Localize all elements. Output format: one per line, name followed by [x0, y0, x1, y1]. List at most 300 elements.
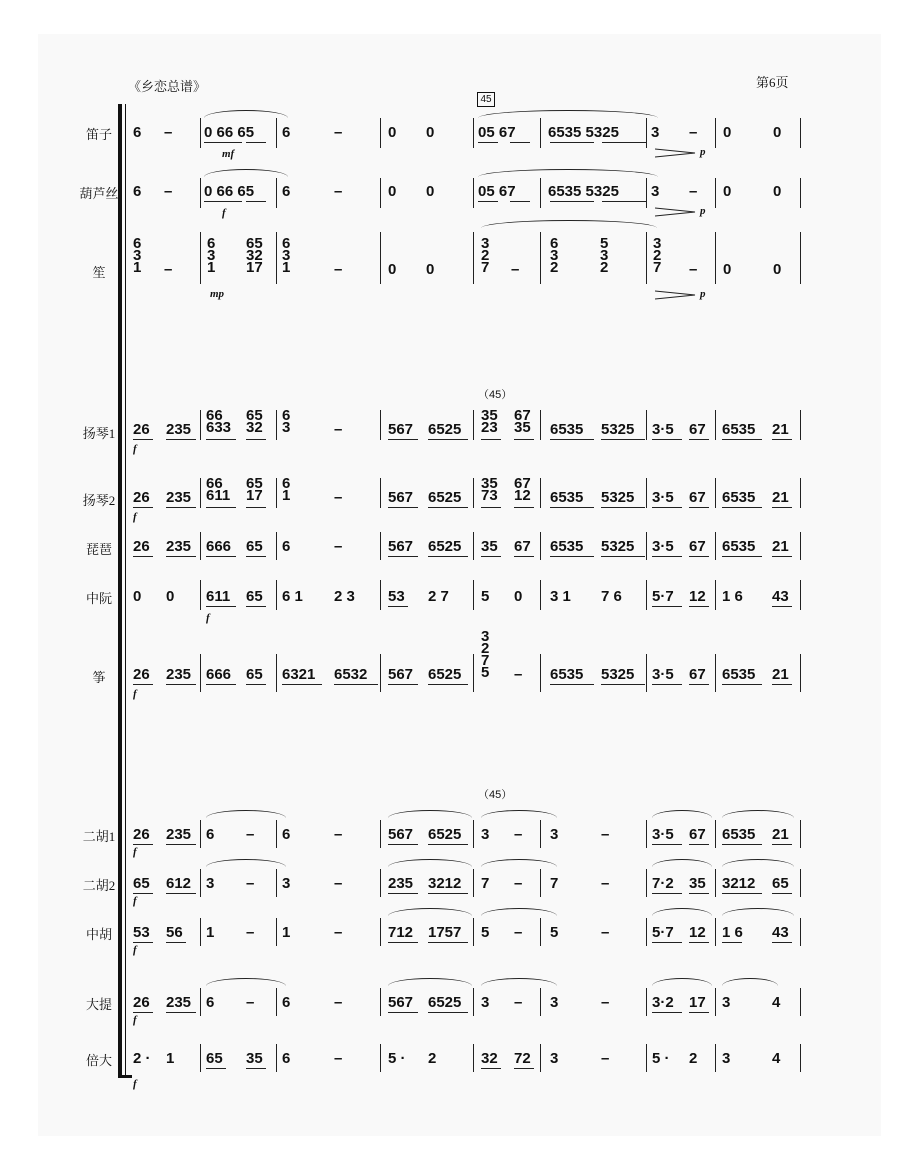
yangqin2-beam-6 — [481, 507, 501, 508]
zhonghu-barline-6 — [715, 918, 716, 946]
instrument-erhu1: 二胡1 — [82, 829, 116, 844]
zhonghu-barline-2 — [380, 918, 381, 946]
dizi-note-1: – — [164, 124, 173, 141]
dizi-barline-3 — [473, 118, 474, 148]
dati-barline-7 — [800, 988, 801, 1016]
zhongruan-beam-4 — [689, 606, 709, 607]
yangqin2-note-11: 5325 — [601, 489, 635, 506]
slur-0 — [204, 110, 288, 119]
yangqin2-barline-6 — [715, 478, 716, 508]
sheng-note-4: 6 3 1 — [282, 235, 291, 276]
yangqin1-beam-10 — [652, 439, 682, 440]
dynamic-11: f — [133, 895, 137, 907]
dati-note-4: 6 — [282, 994, 291, 1011]
erhu1-note-11: – — [601, 826, 610, 843]
yangqin2-note-14: 6535 — [722, 489, 756, 506]
zheng-barline-5 — [646, 654, 647, 692]
beida-note-8: 32 — [481, 1050, 498, 1067]
zheng-barline-3 — [473, 654, 474, 692]
erhu2-barline-5 — [646, 869, 647, 897]
erhu1-barline-6 — [715, 820, 716, 848]
zhongruan-note-3: 65 — [246, 588, 263, 605]
yangqin2-note-6: 567 — [388, 489, 414, 506]
rehearsal-mark-bowed: （45） — [478, 789, 513, 801]
slur-10 — [206, 859, 286, 868]
yangqin2-note-0: 26 — [133, 489, 150, 506]
beida-note-3: 35 — [246, 1050, 263, 1067]
dizi-note-2: 0 66 65 — [204, 124, 255, 141]
zhonghu-note-7: 1757 — [428, 924, 462, 941]
beida-note-2: 65 — [206, 1050, 223, 1067]
yangqin1-beam-11 — [689, 439, 709, 440]
sheng-note-13: – — [689, 261, 698, 278]
zhongruan-note-11: 7 6 — [601, 588, 622, 605]
hulusi-note-8: 6535 5325 — [548, 183, 619, 200]
dizi-note-12: 0 — [773, 124, 782, 141]
zheng-note-11: 5325 — [601, 666, 635, 683]
zheng-beam-1 — [166, 684, 196, 685]
dati-beam-1 — [166, 1012, 196, 1013]
zhongruan-barline-2 — [380, 580, 381, 610]
zheng-beam-3 — [246, 684, 266, 685]
dizi-note-6: 0 — [426, 124, 435, 141]
hulusi-barline-2 — [380, 178, 381, 208]
yangqin1-note-5: – — [334, 421, 343, 438]
erhu1-barline-7 — [800, 820, 801, 848]
zhongruan-note-10: 3 1 — [550, 588, 571, 605]
slur-17 — [652, 908, 712, 917]
sheng-note-15: 0 — [773, 261, 782, 278]
erhu1-note-7: 6525 — [428, 826, 462, 843]
beida-beam-1 — [246, 1068, 266, 1069]
slur-1 — [478, 110, 658, 119]
sheng-note-8: 3 2 7 — [481, 235, 490, 276]
pipa-note-7: 6525 — [428, 538, 462, 555]
pipa-note-9: 67 — [514, 538, 531, 555]
dynamic-1: f — [222, 207, 226, 219]
dynamic-9: f — [133, 688, 137, 700]
yangqin1-note-13: 67 — [689, 421, 706, 438]
zheng-beam-6 — [388, 684, 418, 685]
dizi-beam-4 — [550, 142, 594, 143]
erhu2-note-15: 65 — [772, 875, 789, 892]
zhonghu-note-2: 1 — [206, 924, 215, 941]
pipa-beam-9 — [601, 556, 645, 557]
zhonghu-beam-5 — [689, 942, 709, 943]
slur-16 — [481, 908, 557, 917]
dati-barline-2 — [380, 988, 381, 1016]
yangqin1-beam-3 — [246, 439, 266, 440]
yangqin2-beam-12 — [722, 507, 762, 508]
yangqin1-beam-2 — [206, 439, 236, 440]
instrument-dizi: 笛子 — [85, 127, 112, 142]
erhu2-beam-6 — [722, 893, 762, 894]
zheng-note-6: 567 — [388, 666, 414, 683]
sheng-note-10: 6 3 2 — [550, 235, 559, 276]
yangqin2-beam-4 — [388, 507, 418, 508]
yangqin1-barline-0 — [200, 410, 201, 440]
dati-note-15: 4 — [772, 994, 781, 1011]
hulusi-barline-0 — [200, 178, 201, 208]
hulusi-barline-3 — [473, 178, 474, 208]
hulusi-note-6: 0 — [426, 183, 435, 200]
erhu1-beam-0 — [133, 844, 153, 845]
yangqin2-note-1: 235 — [166, 489, 192, 506]
yangqin1-beam-9 — [601, 439, 645, 440]
decrescendo-hairpin-0 — [655, 148, 697, 158]
yangqin2-barline-4 — [540, 478, 541, 508]
slur-6 — [388, 810, 472, 819]
erhu2-barline-6 — [715, 869, 716, 897]
beida-barline-2 — [380, 1044, 381, 1072]
pipa-note-10: 6535 — [550, 538, 584, 555]
hulusi-barline-5 — [646, 178, 647, 208]
zheng-note-9: – — [514, 666, 523, 683]
yangqin2-note-15: 21 — [772, 489, 789, 506]
yangqin1-beam-0 — [133, 439, 153, 440]
beida-note-9: 72 — [514, 1050, 531, 1067]
dati-note-10: 3 — [550, 994, 559, 1011]
dizi-beam-3 — [510, 142, 530, 143]
yangqin1-note-7: 6525 — [428, 421, 462, 438]
dizi-note-11: 0 — [723, 124, 732, 141]
erhu1-note-9: – — [514, 826, 523, 843]
hulusi-barline-6 — [715, 178, 716, 208]
rehearsal-mark-strings: （45） — [478, 389, 513, 401]
zhonghu-note-12: 5·7 — [652, 924, 674, 941]
zheng-beam-11 — [689, 684, 709, 685]
dati-barline-3 — [473, 988, 474, 1016]
hulusi-barline-1 — [276, 178, 277, 208]
yangqin1-barline-7 — [800, 410, 801, 440]
yangqin1-note-14: 6535 — [722, 421, 756, 438]
zhongruan-barline-1 — [276, 580, 277, 610]
beida-barline-6 — [715, 1044, 716, 1072]
zheng-note-5: 6532 — [334, 666, 368, 683]
yangqin2-note-4: 6 1 — [282, 475, 291, 504]
decrescendo-hairpin-1 — [655, 207, 697, 217]
instrument-beida: 倍大 — [85, 1053, 112, 1068]
dizi-barline-6 — [715, 118, 716, 148]
sheng-note-9: – — [511, 261, 520, 278]
erhu1-note-5: – — [334, 826, 343, 843]
zheng-beam-9 — [601, 684, 645, 685]
sheng-note-0: 6 3 1 — [133, 235, 142, 276]
slur-18 — [722, 908, 794, 917]
zhongruan-barline-6 — [715, 580, 716, 610]
erhu1-beam-3 — [428, 844, 468, 845]
dizi-note-0: 6 — [133, 124, 142, 141]
erhu2-note-8: 7 — [481, 875, 490, 892]
zhonghu-barline-3 — [473, 918, 474, 946]
hulusi-barline-7 — [800, 178, 801, 208]
erhu2-note-10: 7 — [550, 875, 559, 892]
beida-barline-7 — [800, 1044, 801, 1072]
sheng-note-11: 5 3 2 — [600, 235, 609, 276]
sheng-barline-3 — [473, 232, 474, 284]
yangqin1-note-15: 21 — [772, 421, 789, 438]
slur-4 — [481, 220, 657, 229]
pipa-barline-2 — [380, 532, 381, 560]
yangqin2-barline-2 — [380, 478, 381, 508]
beida-barline-4 — [540, 1044, 541, 1072]
hulusi-note-3: 6 — [282, 183, 291, 200]
yangqin1-note-11: 5325 — [601, 421, 635, 438]
yangqin2-beam-0 — [133, 507, 153, 508]
yangqin1-beam-1 — [166, 439, 196, 440]
yangqin2-note-9: 67 12 — [514, 475, 531, 504]
sheng-note-3: 65 32 17 — [246, 235, 263, 276]
slur-12 — [481, 859, 557, 868]
erhu2-barline-2 — [380, 869, 381, 897]
yangqin1-barline-5 — [646, 410, 647, 440]
instrument-pipa: 琵琶 — [85, 542, 112, 557]
slur-22 — [652, 978, 712, 987]
yangqin2-barline-7 — [800, 478, 801, 508]
erhu2-beam-7 — [772, 893, 792, 894]
zhongruan-note-4: 6 1 — [282, 588, 303, 605]
pipa-note-13: 67 — [689, 538, 706, 555]
pipa-beam-7 — [514, 556, 534, 557]
zhongruan-note-6: 53 — [388, 588, 405, 605]
yangqin1-note-4: 6 3 — [282, 407, 291, 436]
zhonghu-beam-7 — [772, 942, 792, 943]
zhongruan-note-5: 2 3 — [334, 588, 355, 605]
pipa-barline-7 — [800, 532, 801, 560]
zhongruan-note-14: 1 6 — [722, 588, 743, 605]
dati-barline-6 — [715, 988, 716, 1016]
yangqin2-beam-13 — [772, 507, 792, 508]
erhu2-note-0: 65 — [133, 875, 150, 892]
dizi-barline-4 — [540, 118, 541, 148]
yangqin1-note-2: 66 633 — [206, 407, 232, 436]
zhongruan-note-8: 5 — [481, 588, 490, 605]
yangqin2-note-5: – — [334, 489, 343, 506]
zhongruan-barline-5 — [646, 580, 647, 610]
yangqin1-note-10: 6535 — [550, 421, 584, 438]
zheng-beam-10 — [652, 684, 682, 685]
hulusi-note-0: 6 — [133, 183, 142, 200]
dizi-beam-5 — [602, 142, 646, 143]
slur-7 — [481, 810, 557, 819]
beida-beam-2 — [481, 1068, 501, 1069]
zhongruan-barline-4 — [540, 580, 541, 610]
pipa-note-4: 6 — [282, 538, 291, 555]
beida-note-7: 2 — [428, 1050, 437, 1067]
instrument-dati: 大提 — [85, 997, 112, 1012]
erhu1-beam-4 — [652, 844, 682, 845]
erhu1-barline-3 — [473, 820, 474, 848]
pipa-beam-3 — [246, 556, 266, 557]
dati-note-8: 3 — [481, 994, 490, 1011]
pipa-note-5: – — [334, 538, 343, 555]
dizi-beam-0 — [204, 142, 242, 143]
yangqin1-beam-7 — [514, 439, 534, 440]
beida-note-1: 1 — [166, 1050, 175, 1067]
zheng-beam-7 — [428, 684, 468, 685]
zhongruan-note-0: 0 — [133, 588, 142, 605]
dati-barline-5 — [646, 988, 647, 1016]
zhonghu-beam-0 — [133, 942, 153, 943]
zheng-beam-0 — [133, 684, 153, 685]
dati-note-11: – — [601, 994, 610, 1011]
dati-note-0: 26 — [133, 994, 150, 1011]
beida-note-14: 3 — [722, 1050, 731, 1067]
dynamic-7: f — [133, 511, 137, 523]
erhu1-note-10: 3 — [550, 826, 559, 843]
erhu1-barline-2 — [380, 820, 381, 848]
dynamic-8: f — [206, 612, 210, 624]
beida-note-5: – — [334, 1050, 343, 1067]
pipa-barline-0 — [200, 532, 201, 560]
dati-note-6: 567 — [388, 994, 414, 1011]
zhonghu-beam-6 — [722, 942, 742, 943]
pipa-note-6: 567 — [388, 538, 414, 555]
zheng-beam-13 — [772, 684, 792, 685]
erhu2-note-12: 7·2 — [652, 875, 674, 892]
erhu2-note-11: – — [601, 875, 610, 892]
erhu2-note-4: 3 — [282, 875, 291, 892]
hulusi-beam-1 — [246, 201, 266, 202]
dati-note-2: 6 — [206, 994, 215, 1011]
sheng-note-12: 3 2 7 — [653, 235, 662, 276]
sheng-barline-6 — [715, 232, 716, 284]
slur-9 — [722, 810, 794, 819]
zhongruan-beam-2 — [388, 606, 408, 607]
zhongruan-note-7: 2 7 — [428, 588, 449, 605]
erhu2-note-13: 35 — [689, 875, 706, 892]
dati-note-12: 3·2 — [652, 994, 674, 1011]
instrument-yangqin2: 扬琴2 — [82, 493, 116, 508]
erhu1-note-1: 235 — [166, 826, 192, 843]
pipa-note-3: 65 — [246, 538, 263, 555]
zhonghu-barline-7 — [800, 918, 801, 946]
zheng-note-7: 6525 — [428, 666, 462, 683]
dizi-note-4: – — [334, 124, 343, 141]
zhongruan-barline-7 — [800, 580, 801, 610]
zheng-barline-4 — [540, 654, 541, 692]
yangqin1-note-9: 67 35 — [514, 407, 531, 436]
beida-note-15: 4 — [772, 1050, 781, 1067]
beida-note-13: 2 — [689, 1050, 698, 1067]
dati-barline-1 — [276, 988, 277, 1016]
yangqin2-note-10: 6535 — [550, 489, 584, 506]
beida-barline-5 — [646, 1044, 647, 1072]
zheng-note-14: 6535 — [722, 666, 756, 683]
zhonghu-barline-1 — [276, 918, 277, 946]
dynamic-2: mp — [210, 288, 225, 300]
dati-barline-0 — [200, 988, 201, 1016]
zheng-barline-1 — [276, 654, 277, 692]
zhonghu-note-4: 1 — [282, 924, 291, 941]
pipa-beam-0 — [133, 556, 153, 557]
yangqin1-note-12: 3·5 — [652, 421, 674, 438]
zhonghu-note-3: – — [246, 924, 255, 941]
pipa-note-0: 26 — [133, 538, 150, 555]
zhonghu-beam-1 — [166, 942, 186, 943]
yangqin1-note-8: 35 23 — [481, 407, 498, 436]
rehearsal-mark: 45 — [477, 92, 495, 107]
yangqin2-note-3: 65 17 — [246, 475, 263, 504]
zheng-note-8: 3 2 7 5 — [481, 628, 490, 681]
pipa-note-2: 666 — [206, 538, 232, 555]
slur-2 — [204, 169, 288, 178]
pipa-beam-2 — [206, 556, 236, 557]
hulusi-note-9: 3 — [651, 183, 660, 200]
erhu1-beam-5 — [689, 844, 709, 845]
dati-beam-2 — [388, 1012, 418, 1013]
page-number: 第6页 — [756, 75, 789, 90]
zheng-beam-8 — [550, 684, 594, 685]
zhonghu-beam-2 — [388, 942, 418, 943]
erhu2-beam-5 — [689, 893, 709, 894]
yangqin2-barline-1 — [276, 478, 277, 508]
pipa-beam-11 — [689, 556, 709, 557]
yangqin1-beam-5 — [428, 439, 468, 440]
score-title: 《乡恋总谱》 — [128, 79, 207, 94]
slur-11 — [388, 859, 472, 868]
zheng-note-13: 67 — [689, 666, 706, 683]
erhu1-note-3: – — [246, 826, 255, 843]
pipa-beam-13 — [772, 556, 792, 557]
sheng-note-6: 0 — [388, 261, 397, 278]
slur-5 — [206, 810, 286, 819]
erhu1-barline-0 — [200, 820, 201, 848]
zheng-beam-2 — [206, 684, 236, 685]
yangqin1-beam-6 — [481, 439, 501, 440]
dati-beam-5 — [689, 1012, 709, 1013]
zhongruan-beam-3 — [652, 606, 682, 607]
instrument-sheng: 笙 — [92, 265, 106, 280]
zhonghu-barline-4 — [540, 918, 541, 946]
yangqin1-barline-1 — [276, 410, 277, 440]
pipa-barline-4 — [540, 532, 541, 560]
dati-beam-0 — [133, 1012, 153, 1013]
dynamic-13: f — [133, 1014, 137, 1026]
yangqin2-note-7: 6525 — [428, 489, 462, 506]
erhu2-beam-0 — [133, 893, 153, 894]
hulusi-beam-4 — [550, 201, 594, 202]
dizi-note-8: 6535 5325 — [548, 124, 619, 141]
sheng-note-1: – — [164, 261, 173, 278]
erhu1-note-4: 6 — [282, 826, 291, 843]
beida-note-10: 3 — [550, 1050, 559, 1067]
dati-note-14: 3 — [722, 994, 731, 1011]
hulusi-beam-3 — [510, 201, 530, 202]
yangqin2-barline-0 — [200, 478, 201, 508]
slur-20 — [388, 978, 472, 987]
zheng-note-0: 26 — [133, 666, 150, 683]
erhu2-beam-4 — [652, 893, 682, 894]
hulusi-note-1: – — [164, 183, 173, 200]
beida-barline-0 — [200, 1044, 201, 1072]
yangqin1-barline-3 — [473, 410, 474, 440]
erhu1-barline-5 — [646, 820, 647, 848]
sheng-note-7: 0 — [426, 261, 435, 278]
beida-barline-1 — [276, 1044, 277, 1072]
zhongruan-note-1: 0 — [166, 588, 175, 605]
zhonghu-beam-4 — [652, 942, 682, 943]
yangqin1-beam-4 — [388, 439, 418, 440]
zhongruan-note-9: 0 — [514, 588, 523, 605]
pipa-beam-8 — [550, 556, 594, 557]
zhonghu-note-9: – — [514, 924, 523, 941]
slur-15 — [388, 908, 472, 917]
instrument-zhongruan: 中阮 — [85, 591, 112, 606]
erhu1-beam-7 — [772, 844, 792, 845]
beida-note-12: 5 · — [652, 1050, 670, 1067]
dizi-barline-7 — [800, 118, 801, 148]
